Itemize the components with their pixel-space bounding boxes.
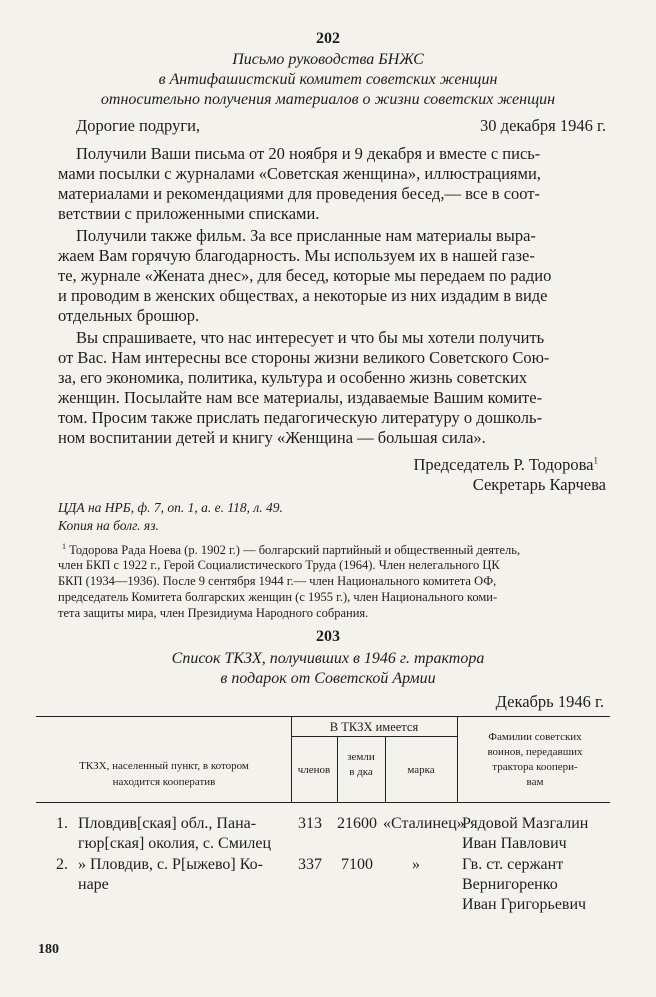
- row-brand: »: [412, 856, 420, 873]
- row-place: наре: [78, 876, 109, 893]
- footnote-line: член БКП с 1922 г., Герой Социалистического Труда (1964). Член нелегального ЦК: [58, 558, 500, 572]
- row-names: Иван Павлович: [462, 835, 567, 852]
- body-line: жаем Вам горячую благодарность. Мы используем их в нашей газе-: [58, 246, 535, 265]
- row-place: » Пловдив, с. Р[ыжево] Ко-: [78, 856, 263, 873]
- header-names: Фамилии советских воинов, передавших трактора коопери- вам: [487, 731, 583, 788]
- row-members: 313: [298, 815, 322, 832]
- body-line: Получили Ваши письма от 20 ноября и 9 декабря и вместе с пись-: [76, 144, 541, 163]
- row-names: Гв. ст. сержант: [462, 856, 564, 873]
- document-number: 203: [316, 628, 340, 645]
- table-rule: [36, 716, 610, 717]
- body-line: мами посылки с журналами «Советская женщина», иллюстрациями,: [58, 164, 541, 183]
- row-place: гюр[ская] околия, с. Смилец: [78, 835, 272, 852]
- signature-chair: Председатель Р. Тодорова$^1$: [413, 455, 598, 474]
- footnote-line: тета защиты мира, член Президиума Народного собрания.: [58, 606, 369, 620]
- row-number: 2.: [56, 856, 68, 873]
- body-line: отдельных брошюр.: [58, 306, 200, 325]
- body-line: женщин. Посылайте нам все материалы, издаваемые Вашим комите-: [58, 388, 543, 407]
- document-title-line: Письмо руководства БНЖС: [232, 51, 424, 68]
- row-land: 7100: [341, 856, 373, 873]
- letter-salutation: Дорогие подруги,: [76, 116, 201, 135]
- table-rule: [36, 802, 610, 803]
- row-names: Иван Григорьевич: [462, 896, 587, 913]
- header-group: В ТКЗХ имеется: [329, 720, 419, 734]
- document-title-line: Список ТКЗХ, получивших в 1946 г. трактора: [171, 650, 485, 667]
- body-line: ветствии с приложенными списками.: [58, 204, 320, 223]
- document-title-line: в подарок от Советской Армии: [220, 670, 436, 687]
- header-land: земли в дка: [347, 751, 375, 778]
- table-rule: [457, 716, 458, 802]
- copy-note: Копия на болг. яз.: [58, 518, 159, 533]
- footnote-line: $^1$ Тодорова Рада Ноева (р. 1902 г.) — болгарский партийный и общественный деятель,: [62, 542, 521, 558]
- body-line: за, его экономика, политика, культура и особенно жизнь советских: [58, 368, 528, 387]
- body-line: от Вас. Нам интересны все стороны жизни великого Советского Сою-: [58, 348, 550, 367]
- row-number: 1.: [56, 815, 68, 832]
- row-place: Пловдив[ская] обл., Пана-: [78, 815, 257, 832]
- footnote-line: председатель Комитета болгарских женщин (с 1955 г.), член Национального коми-: [58, 590, 498, 604]
- footnote-ref: 1: [593, 455, 598, 466]
- header-brand: марка: [407, 764, 435, 776]
- body-line: те, журнале «Жената днес», для бесед, которые мы передаем по радио: [58, 266, 552, 285]
- body-line: Вы спрашиваете, что нас интересует и что бы мы хотели получить: [76, 328, 545, 347]
- document-number: 202: [316, 30, 340, 47]
- row-land: 21600: [337, 815, 377, 832]
- body-line: ном воспитании детей и книгу «Женщина — большая сила».: [58, 428, 486, 447]
- row-brand: «Сталинец»: [383, 815, 465, 832]
- document-date: Декабрь 1946 г.: [495, 692, 604, 711]
- body-line: Получили также фильм. За все присланные нам материалы выра-: [76, 226, 536, 245]
- row-members: 337: [298, 856, 322, 873]
- letter-date: 30 декабря 1946 г.: [480, 116, 606, 135]
- row-names: Вернигоренко: [462, 876, 558, 893]
- header-members: членов: [297, 764, 331, 776]
- body-line: том. Просим также прислать педагогическую литературу о дошколь-: [58, 408, 543, 427]
- archive-reference: ЦДА на НРБ, ф. 7, оп. 1, а. е. 118, л. 49.: [58, 500, 283, 515]
- footnote-line: БКП (1934—1936). После 9 сентября 1944 г.— член Национального комитета ОФ,: [58, 574, 497, 588]
- footnote-mark: 1: [62, 542, 66, 551]
- body-line: и проводим в женских обществах, а некоторые из них издадим в виде: [58, 286, 548, 305]
- signature-secretary: Секретарь Карчева: [472, 475, 606, 494]
- table-rule: [291, 736, 457, 737]
- document-title-line: относительно получения материалов о жизни советских женщин: [100, 91, 556, 108]
- header-place: ТКЗХ, населенный пункт, в котором находится кооператив: [79, 760, 249, 788]
- row-names: Рядовой Мазгалин: [462, 815, 589, 832]
- document-title-line: в Антифашистский комитет советских женщин: [158, 71, 498, 88]
- page-number: 180: [38, 942, 59, 957]
- body-line: материалами и рекомендациями для проведения бесед,— все в соот-: [58, 184, 541, 203]
